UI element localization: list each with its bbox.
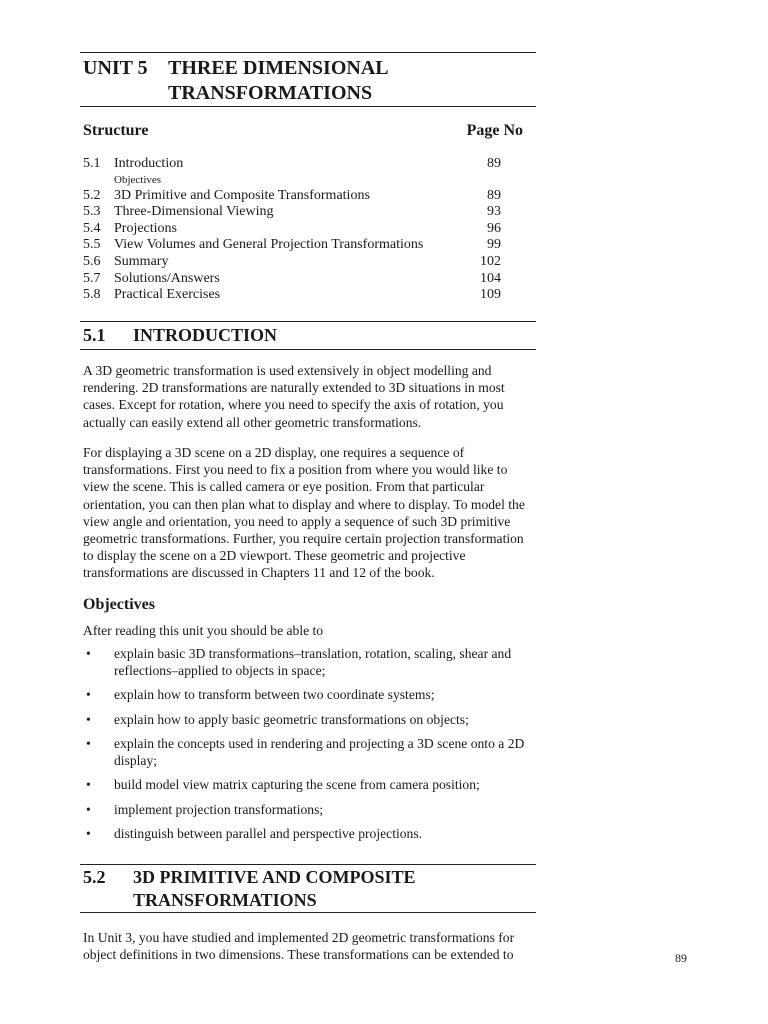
objective-item bbox=[83, 826, 533, 843]
toc-title: Introduction bbox=[114, 156, 184, 171]
toc-title: 3D Primitive and Composite Transformations bbox=[114, 187, 370, 203]
section-5-1-bottom-rule bbox=[80, 349, 536, 350]
toc-page: 104 bbox=[480, 270, 501, 286]
objective-item bbox=[83, 802, 533, 819]
section-5-2-bottom-rule bbox=[80, 912, 536, 913]
page-no-heading: Page No bbox=[466, 122, 523, 139]
objective-text: explain how to transform between two coordinate systems; bbox=[114, 687, 435, 702]
toc-title: Summary bbox=[114, 253, 169, 269]
table-of-contents bbox=[83, 156, 501, 304]
toc-number: 5.6 bbox=[83, 253, 101, 269]
bullet: • bbox=[86, 711, 91, 727]
toc-page: 89 bbox=[487, 187, 501, 203]
toc-title: Projections bbox=[114, 220, 177, 236]
bullet: • bbox=[86, 801, 91, 817]
toc-row bbox=[83, 287, 501, 304]
objective-text: distinguish between parallel and perspective projections. bbox=[114, 826, 423, 841]
toc-number: 5.3 bbox=[83, 204, 101, 220]
toc-row bbox=[83, 221, 501, 238]
section-5-2-paragraph: In Unit 3, you have studied and implemented 2D geometric transformations for object definitions in two dimensions. These transformations can be extended to bbox=[83, 930, 515, 963]
toc-row bbox=[83, 254, 501, 271]
toc-number: 5.7 bbox=[83, 270, 101, 286]
bullet: • bbox=[86, 736, 91, 751]
structure-heading: Structure bbox=[83, 122, 149, 139]
toc-title: Solutions/Answers bbox=[114, 270, 220, 286]
objective-item bbox=[83, 777, 533, 794]
toc-row bbox=[83, 156, 501, 173]
toc-number: 5.2 bbox=[83, 187, 101, 203]
section-5-1-heading bbox=[83, 324, 533, 347]
section-5-2-top-rule bbox=[80, 864, 536, 865]
section-title-line1: 3D PRIMITIVE AND COMPOSITE bbox=[133, 867, 416, 887]
section-title: INTRODUCTION bbox=[133, 325, 278, 345]
toc-number: 5.1 bbox=[83, 156, 101, 171]
toc-title: View Volumes and General Projection Transformations bbox=[114, 237, 424, 253]
toc-page: 102 bbox=[480, 253, 501, 269]
unit-title-line1: THREE DIMENSIONAL bbox=[168, 57, 389, 79]
intro-paragraph-2: For displaying a 3D scene on a 2D display, one requires a sequence of transformations. First you need to fix a position from where you would like to view the scene. This is called camera or eye position. From that particular orientation, you can then plan what to display and where to display. To model the view angle and orientation, you need to apply a sequence of such 3D primitive geometric transformations. Further, you require certain projection transformation to display the scene on a 2D viewport. These geometric and projective transformations are discussed in Chapters 11 and 12 of the book. bbox=[83, 445, 525, 581]
toc-number: 5.8 bbox=[83, 287, 101, 303]
toc-row bbox=[83, 204, 501, 221]
page-number: 89 bbox=[675, 951, 687, 965]
objective-item bbox=[83, 736, 533, 769]
objective-text: explain the concepts used in rendering and projecting a 3D scene onto a 2D display; bbox=[114, 736, 525, 768]
section-number: 5.2 bbox=[83, 867, 106, 887]
toc-row bbox=[83, 188, 501, 205]
objective-text: implement projection transformations; bbox=[114, 801, 324, 817]
section-number: 5.1 bbox=[83, 325, 106, 345]
objective-text: explain basic 3D transformations–translation, rotation, scaling, shear and reflections–applied to objects in space; bbox=[114, 646, 512, 678]
toc-page: 109 bbox=[480, 287, 501, 303]
toc-title: Practical Exercises bbox=[114, 287, 221, 303]
toc-row bbox=[83, 237, 501, 254]
toc-page: 89 bbox=[487, 156, 501, 171]
bullet: • bbox=[86, 687, 91, 702]
objectives-list bbox=[83, 646, 533, 851]
toc-page: 96 bbox=[487, 220, 501, 236]
bullet: • bbox=[86, 646, 91, 661]
intro-paragraph-1: A 3D geometric transformation is used extensively in object modelling and rendering. 2D transformations are naturally extended to 3D situations in most cases. Except for rotation, where you need to specify the axis of rotation, you actually can easily extend all other geometric transformations. bbox=[83, 363, 505, 430]
top-rule bbox=[80, 52, 536, 53]
toc-number: 5.5 bbox=[83, 237, 101, 253]
toc-subitem: Objectives bbox=[114, 173, 162, 186]
section-5-2-heading bbox=[83, 866, 533, 912]
objectives-heading: Objectives bbox=[83, 596, 155, 613]
section-title-line2: TRANSFORMATIONS bbox=[133, 890, 317, 910]
bullet: • bbox=[86, 777, 91, 792]
unit-title bbox=[83, 56, 533, 106]
toc-page: 99 bbox=[487, 237, 501, 253]
toc-row bbox=[83, 271, 501, 288]
objective-item bbox=[83, 712, 533, 729]
toc-page: 93 bbox=[487, 204, 501, 220]
objective-item bbox=[83, 687, 533, 704]
toc-number: 5.4 bbox=[83, 220, 101, 236]
bullet: • bbox=[86, 826, 91, 841]
toc-title: Three-Dimensional Viewing bbox=[114, 204, 274, 220]
section-5-1-top-rule bbox=[80, 321, 536, 322]
objectives-intro: After reading this unit you should be able to bbox=[83, 623, 324, 638]
structure-heading-row bbox=[83, 122, 523, 140]
objective-text: build model view matrix capturing the scene from camera position; bbox=[114, 777, 480, 792]
objective-text: explain how to apply basic geometric transformations on objects; bbox=[114, 711, 469, 727]
unit-title-rule bbox=[80, 106, 536, 107]
unit-number: UNIT 5 bbox=[83, 57, 148, 79]
objective-item bbox=[83, 646, 533, 679]
unit-title-line2: TRANSFORMATIONS bbox=[168, 82, 373, 104]
